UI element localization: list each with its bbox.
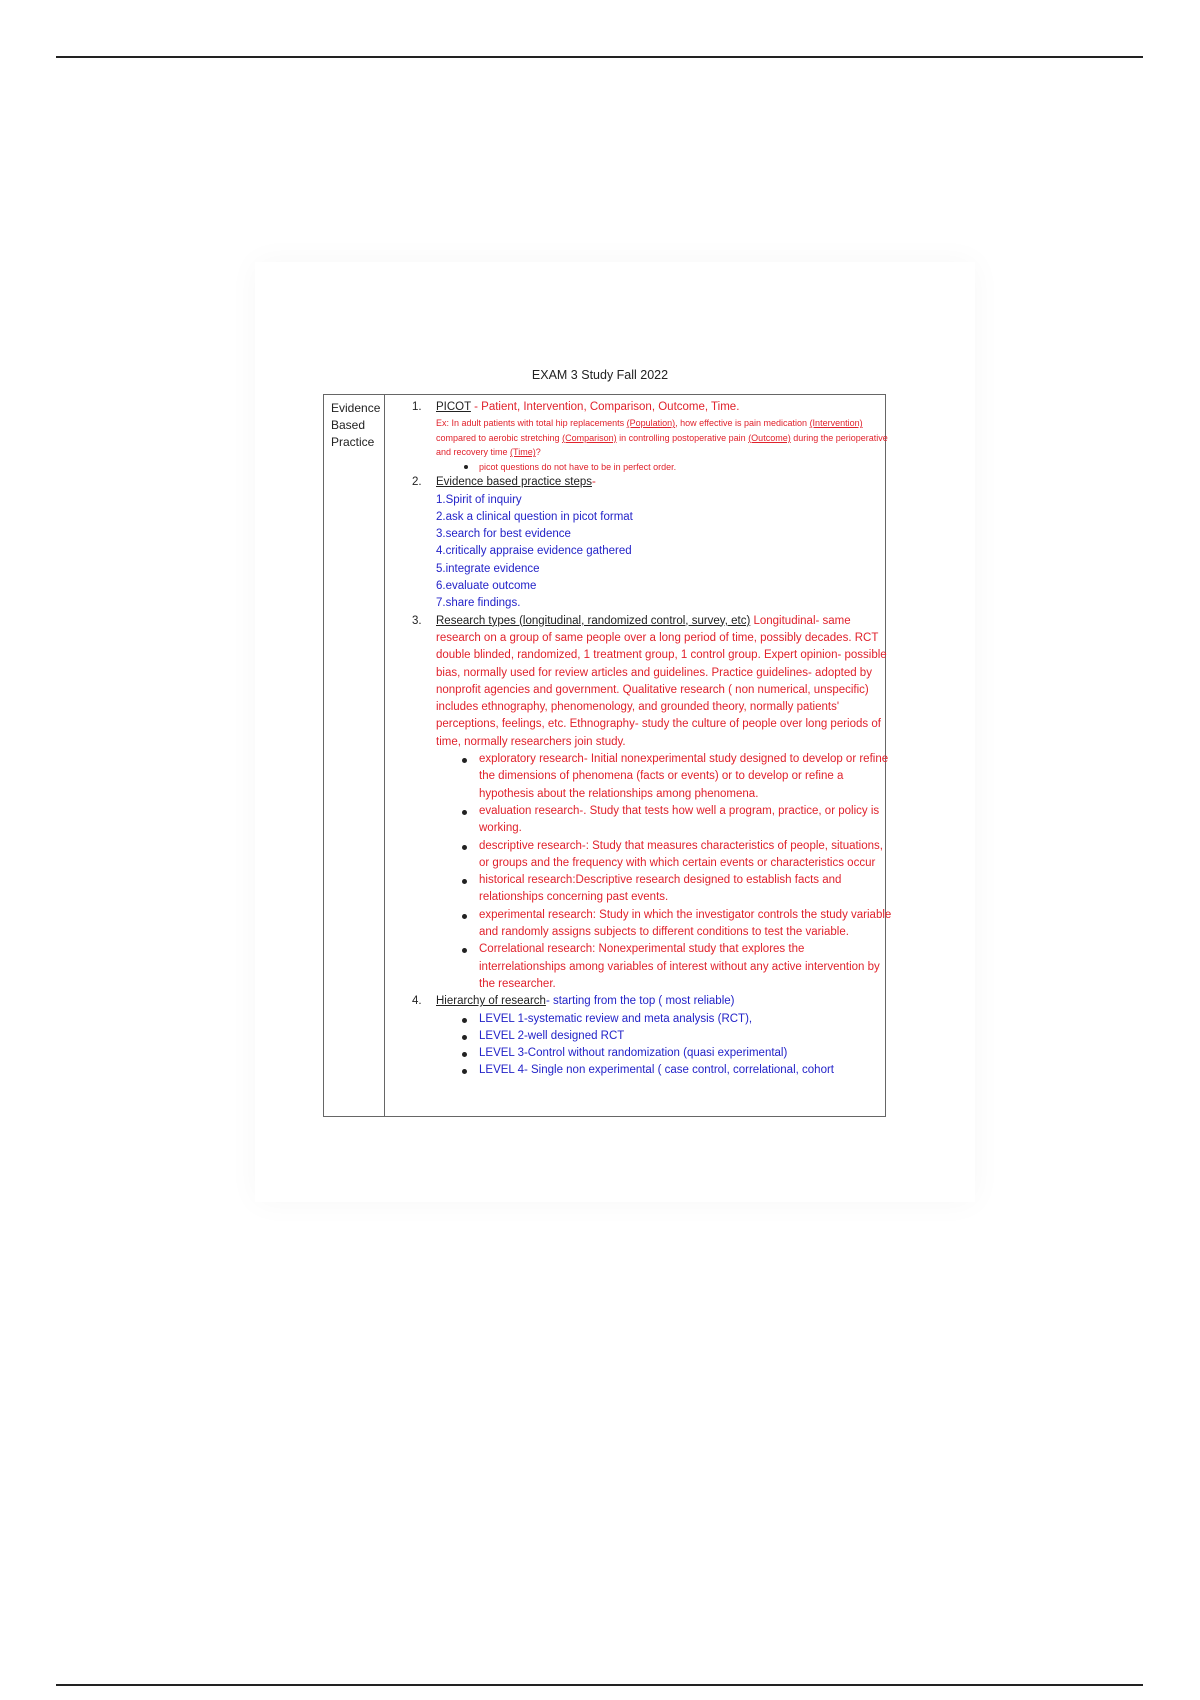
example-text: , how effective is pain medication	[675, 418, 810, 429]
example-time: (Time)	[510, 447, 536, 458]
ebp-steps-list	[436, 492, 892, 613]
ebp-step: 2.ask a clinical question in picot format	[436, 510, 633, 523]
list-number: 2.	[412, 476, 422, 489]
list-item-research-types	[412, 613, 892, 994]
list-number: 3.	[412, 614, 422, 627]
hierarchy-label: Hierarchy of research	[436, 995, 546, 1008]
example-text: compared to aerobic stretching	[436, 432, 563, 443]
example-population: (Population)	[626, 418, 676, 429]
ebp-label: Evidence based practice steps	[436, 476, 592, 489]
hierarchy-level: LEVEL 3-Control without randomization (quasi experimental)	[436, 1045, 892, 1062]
ebp-step: 5.integrate evidence	[436, 562, 540, 575]
research-bullet: descriptive research-: Study that measures characteristics of people, situations, or groups and the frequency with which certain events or characteristics occur	[436, 838, 892, 873]
picot-label: PICOT	[436, 401, 471, 413]
topic-line: Based	[331, 418, 366, 432]
research-bullet: exploratory research- Initial nonexperimental study designed to develop or refine the dimensions of phenomena (facts or events) or to develop or refine a hypothesis about the relationships among phenomena.	[436, 751, 892, 803]
table-column-divider	[384, 395, 385, 1116]
list-item-picot	[412, 399, 892, 474]
topic-line: Practice	[331, 435, 375, 449]
picot-definition: - Patient, Intervention, Comparison, Outcome, Time.	[470, 401, 740, 413]
example-comparison: (Comparison)	[562, 432, 617, 443]
list-number: 1.	[412, 401, 422, 413]
list-number: 4.	[412, 995, 422, 1008]
research-bullet: Correlational research: Nonexperimental study that explores the interrelationships among variables of interest without any active intervention by the researcher.	[436, 941, 892, 993]
document-title: EXAM 3 Study Fall 2022	[531, 368, 669, 382]
hierarchy-level: LEVEL 1-systematic review and meta analysis (RCT),	[436, 1011, 892, 1028]
hierarchy-description: - starting from the top ( most reliable)	[545, 995, 735, 1008]
picot-note: picot questions do not have to be in perfect order.	[436, 460, 892, 475]
topic-line: Evidence	[331, 401, 381, 415]
research-description: Longitudinal- same research on a group of same people over a long period of time, possibly decades. RCT double blinded, randomized, 1 treatment group, 1 control group. Expert opinion- possible bias, normally used for review articles and guidelines. Practice guidelines- adopted by nonprofit agencies and government. Qualitative research ( non numerical, unspecific) includes ethnography, phenomenology, and grounded theory, normally patients' perceptions, feelings, etc. Ethnography- study the culture of people over long periods of time, normally researchers join study.	[436, 614, 887, 748]
hierarchy-level: LEVEL 4- Single non experimental ( case control, correlational, cohort	[436, 1062, 892, 1079]
example-intervention: (Intervention)	[809, 418, 863, 429]
hierarchy-level: LEVEL 2-well designed RCT	[436, 1028, 892, 1045]
notes-cell	[412, 399, 892, 1080]
example-outcome: (Outcome)	[748, 432, 791, 443]
research-bullet: evaluation research-. Study that tests how well a program, practice, or policy is working.	[436, 803, 892, 838]
ebp-dash: -	[591, 476, 596, 489]
ebp-step: 7.share findings.	[436, 597, 521, 610]
list-item-ebp-steps	[412, 474, 892, 612]
header-rule	[56, 56, 1143, 58]
example-text: ?	[535, 447, 541, 458]
research-label: Research types (longitudinal, randomized control, survey, etc)	[436, 614, 751, 627]
ebp-step: 1.Spirit of inquiry	[436, 493, 522, 506]
ebp-step: 3.search for best evidence	[436, 528, 571, 541]
ebp-step: 4.critically appraise evidence gathered	[436, 545, 632, 558]
ebp-step: 6.evaluate outcome	[436, 580, 537, 593]
footer-rule	[56, 1684, 1143, 1686]
list-item-hierarchy	[412, 993, 892, 1079]
research-bullet: historical research:Descriptive research designed to establish facts and relationships concerning past events.	[436, 872, 892, 907]
example-text: Ex: In adult patients with total hip replacements	[436, 418, 627, 429]
topic-cell	[331, 400, 383, 451]
research-bullet: experimental research: Study in which the investigator controls the study variable and randomly assigns subjects to different conditions to test the variable.	[436, 907, 892, 942]
study-table	[323, 394, 892, 1117]
example-text: in controlling postoperative pain	[616, 432, 749, 443]
example-text: during the perioperative and recovery time	[436, 432, 888, 458]
picot-example	[436, 416, 892, 460]
